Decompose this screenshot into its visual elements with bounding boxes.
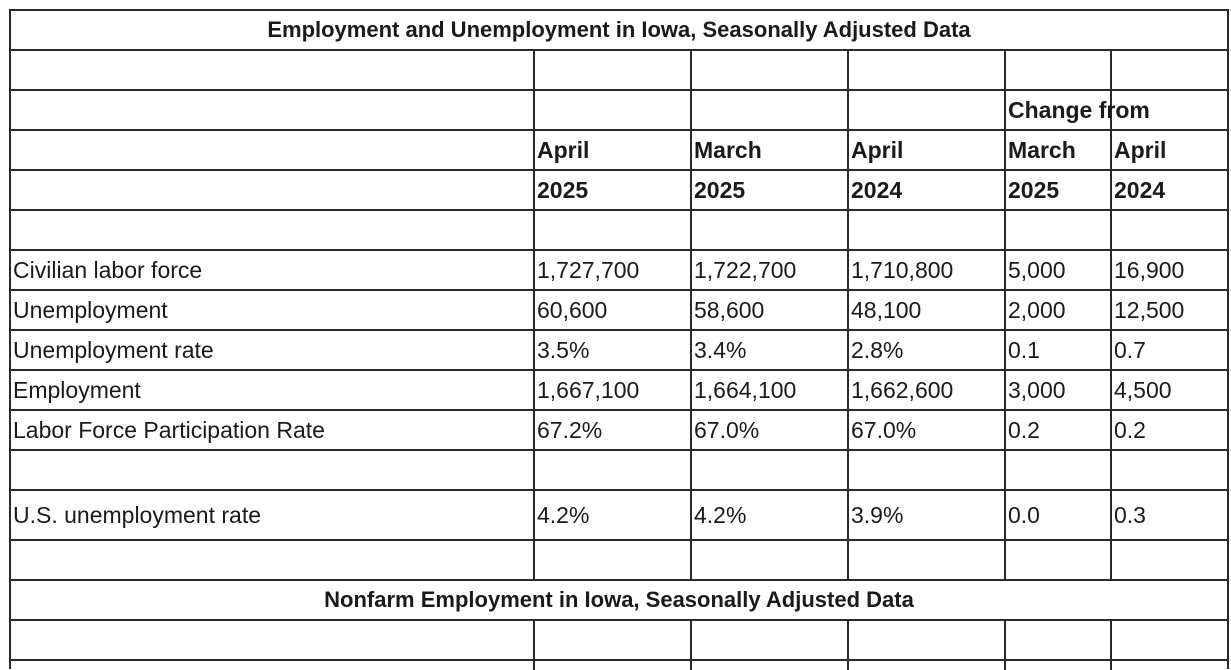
row-value: 67.0% [694, 417, 760, 443]
column-header-line2: 2025 [694, 177, 746, 203]
row-value: 0.7 [1114, 337, 1146, 363]
row-border [10, 659, 1228, 661]
us-row-value: 4.2% [694, 502, 747, 528]
column-header-line2: 2025 [1008, 177, 1060, 203]
row-value: 3.4% [694, 337, 747, 363]
row-value: 4,500 [1114, 377, 1172, 403]
employment-table [10, 10, 1228, 650]
row-value: 58,600 [694, 297, 765, 323]
row-label: Civilian labor force [13, 257, 203, 283]
us-row-value: 0.3 [1114, 502, 1146, 528]
row-label: Employment [13, 377, 141, 403]
row-value: 60,600 [537, 297, 608, 323]
row-value: 48,100 [851, 297, 922, 323]
row-value: 67.2% [537, 417, 603, 443]
column-header-line1: April [851, 137, 904, 163]
row-value: 16,900 [1114, 257, 1185, 283]
row-value: 1,667,100 [537, 377, 640, 403]
row-value: 0.2 [1008, 417, 1040, 443]
column-header-line1: April [537, 137, 590, 163]
column-header-line1: March [1008, 137, 1076, 163]
column-header-line2: 2025 [537, 177, 589, 203]
row-value: 12,500 [1114, 297, 1185, 323]
change-from-header: Change from [1008, 97, 1150, 123]
row-label: Unemployment [13, 297, 168, 323]
row-value: 0.1 [1008, 337, 1040, 363]
row-label: Unemployment rate [13, 337, 214, 363]
row-value: 2,000 [1008, 297, 1066, 323]
column-header-line1: March [694, 137, 762, 163]
row-value: 3,000 [1008, 377, 1066, 403]
row-border [10, 489, 1228, 491]
outer-border [1227, 9, 1229, 669]
row-value: 3.5% [537, 337, 590, 363]
us-row-value: 3.9% [851, 502, 904, 528]
table-title: Employment and Unemployment in Iowa, Seasonally Adjusted Data [267, 17, 971, 42]
row-value: 0.2 [1114, 417, 1146, 443]
row-value: 1,722,700 [694, 257, 797, 283]
row-label: Labor Force Participation Rate [13, 417, 325, 443]
row-value: 1,664,100 [694, 377, 797, 403]
row-value: 1,662,600 [851, 377, 954, 403]
column-header-line2: 2024 [851, 177, 903, 203]
us-row-value: 0.0 [1008, 502, 1040, 528]
row-value: 1,710,800 [851, 257, 954, 283]
column-header-line1: April [1114, 137, 1167, 163]
row-value: 67.0% [851, 417, 917, 443]
second-table-title: Nonfarm Employment in Iowa, Seasonally Adjusted Data [324, 587, 914, 612]
row-value: 5,000 [1008, 257, 1066, 283]
row-border [10, 539, 1228, 541]
us-row-value: 4.2% [537, 502, 590, 528]
row-value: 1,727,700 [537, 257, 640, 283]
row-value: 2.8% [851, 337, 904, 363]
column-header-line2: 2024 [1114, 177, 1166, 203]
us-row-label: U.S. unemployment rate [13, 502, 262, 528]
